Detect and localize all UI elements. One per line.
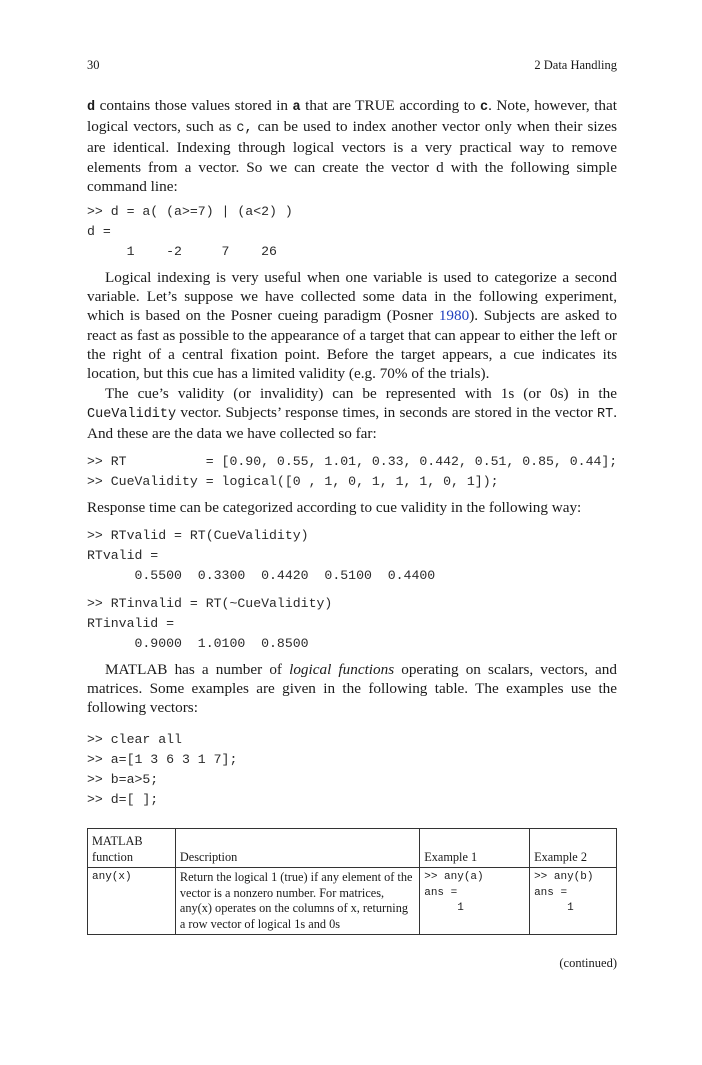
cell-example2: >> any(b) ans = 1 <box>530 868 617 935</box>
running-header <box>87 56 617 72</box>
text: Logical indexing is very useful when one variable is used to categorize a second variable. Let’s suppose we have collected some data in the following experiment, which is based on the Posner cueing paradigm (Posner <box>87 269 617 325</box>
cell-function: any(x) <box>88 868 176 935</box>
page-number: 30 <box>87 58 100 72</box>
inline-code-cuevalidity: CueValidity <box>87 407 177 423</box>
text: vector. Subjects’ response times, in seconds are stored in the vector <box>176 404 597 422</box>
inline-code-rt: RT <box>597 407 614 423</box>
header-function: MATLAB function <box>88 829 176 868</box>
text: contains those values stored in <box>95 97 293 114</box>
header-example1: Example 1 <box>420 829 530 868</box>
text: . And these are the data we have collected so far: <box>87 404 617 443</box>
inline-code-c: c <box>480 100 489 115</box>
header-example2: Example 2 <box>530 829 617 868</box>
paragraph-response-time: Response time can be categorized according to cue validity in the following way: <box>87 499 582 516</box>
continued-note: (continued) <box>559 956 617 970</box>
cell-example1: >> any(a) ans = 1 <box>420 868 530 935</box>
paragraph-logical-vectors <box>87 96 617 196</box>
text: MATLAB has a number of <box>105 661 290 678</box>
citation-link[interactable]: 1980 <box>438 307 470 325</box>
text: The cue’s validity (or invalidity) can be represented with 1s (or 0s) in the <box>105 385 617 402</box>
text: ). Subjects are asked to react as fast as possible to the appearance of a target that can appear to either the left or the right of a central fixation point. Before the target appears, a cue indicates its location, but this cue has a limited validity (e.g. 70% of the trials). <box>87 307 617 383</box>
text: . Note, however, that logical vectors, such as <box>87 97 617 136</box>
text: operating on scalars, vectors, and matrices. Some examples are given in the following table. The examples use the following vectors: <box>87 661 617 717</box>
code-block-d: >> d = a( (a>=7) | (a<2) ) d = 1 -2 7 26 <box>87 204 293 259</box>
logical-functions-table <box>87 828 617 935</box>
cell-description: Return the logical 1 (true) if any element of the vector is a nonzero number. For matrices, any(x) operates on the columns of x, returning a row vector of logical 1s and 0s <box>175 868 419 935</box>
table-header-row <box>88 829 617 868</box>
text: that are TRUE according to <box>300 97 481 114</box>
paragraph-posner <box>87 268 617 383</box>
code-block-rt: >> RT = [0.90, 0.55, 1.01, 0.33, 0.442, 0.51, 0.85, 0.44]; >> CueValidity = logical([0 , 1, 0, 1, 1, 1, 0, 1]); <box>87 454 618 489</box>
header-description: Description <box>175 829 419 868</box>
inline-code-a: a <box>292 100 301 115</box>
paragraph-logical-functions <box>87 660 617 718</box>
code-block-rtvalid: >> RTvalid = RT(CueValidity) RTvalid = 0.5500 0.3300 0.4420 0.5100 0.4400 <box>87 528 436 583</box>
emphasis: logical functions <box>289 661 395 678</box>
table-row <box>88 868 617 935</box>
code-block-rtinvalid: >> RTinvalid = RT(~CueValidity) RTinvalid = 0.9000 1.0100 0.8500 <box>87 596 333 651</box>
text: can be used to index another vector only when their sizes are identical. Indexing through logical vectors is a very practical way to remove elements from a vector. So we can create the vector d with the following simple command line: <box>87 118 617 195</box>
paragraph-cue-validity <box>87 384 617 444</box>
inline-code-d: d <box>87 100 96 115</box>
chapter-title: 2 Data Handling <box>534 58 617 72</box>
inline-code-c2: c, <box>236 121 253 137</box>
code-block-vectors: >> clear all >> a=[1 3 6 3 1 7]; >> b=a>5; >> d=[ ]; <box>87 732 238 807</box>
